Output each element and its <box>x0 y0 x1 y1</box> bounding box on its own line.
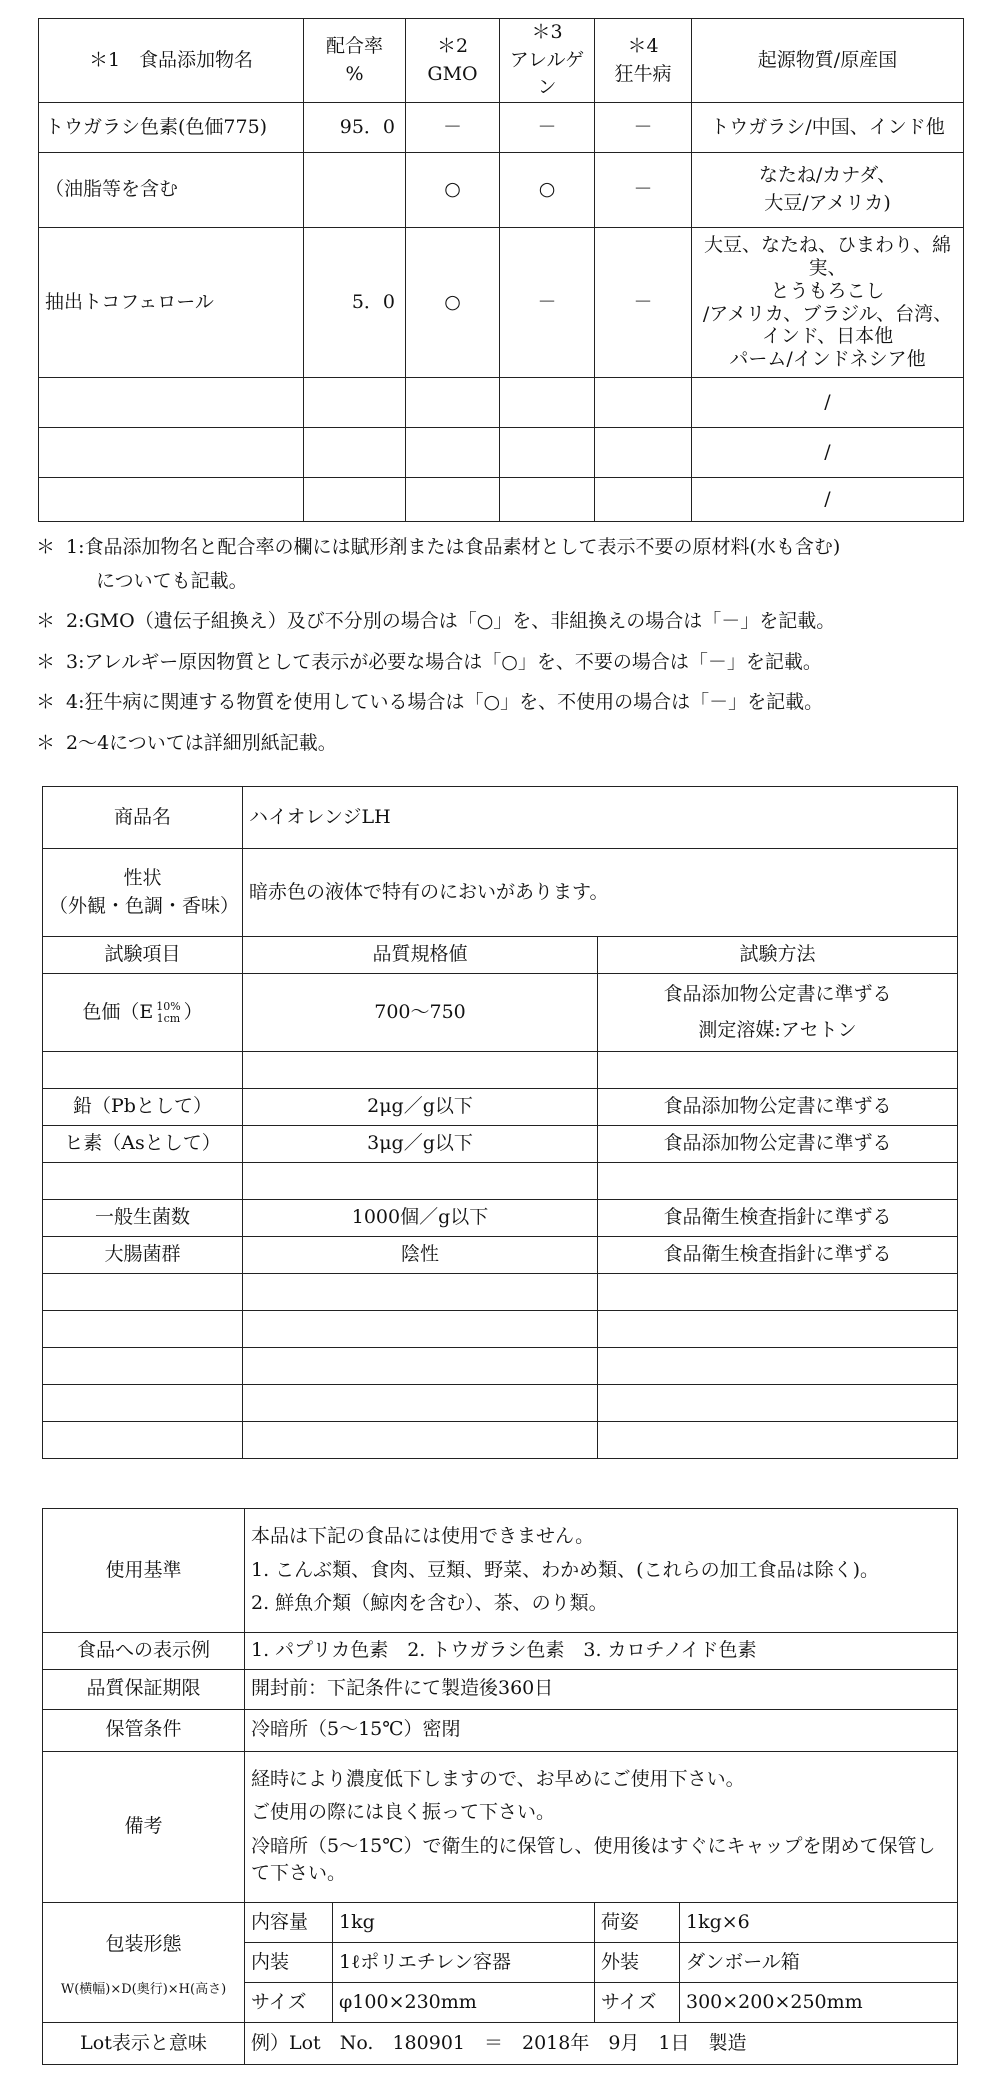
spec-standard: 3μg／g以下 <box>243 1126 598 1163</box>
usage-table <box>42 1508 958 2065</box>
storage-value: 冷暗所（5～15℃）密閉 <box>245 1709 958 1751</box>
additive-gmo <box>406 478 500 522</box>
spec-standard <box>243 1422 598 1459</box>
inner-value: 1ℓポリエチレン容器 <box>333 1942 595 1982</box>
inner-label: 内装 <box>245 1942 333 1982</box>
footnote-asterisk: ＊ <box>36 536 56 558</box>
spec-item <box>43 1348 243 1385</box>
additive-bse <box>595 428 692 478</box>
capacity-value: 1kg <box>333 1902 595 1942</box>
remarks-label: 備考 <box>43 1751 245 1902</box>
additive-row <box>39 378 964 428</box>
spec-item: 一般生菌数 <box>43 1200 243 1237</box>
packaging-label: 包装形態 W(横幅)×D(奥行)×H(高さ) <box>43 1902 245 2022</box>
spec-method <box>598 1311 958 1348</box>
spec-item: 鉛（Pbとして） <box>43 1089 243 1126</box>
lot-row <box>43 2022 958 2064</box>
spec-table <box>42 786 958 1459</box>
label-example-value: 1. パプリカ色素 2. トウガラシ色素 3. カロチノイド色素 <box>245 1632 958 1669</box>
additive-gmo: ○ <box>406 228 500 378</box>
additive-row <box>39 103 964 153</box>
additive-row <box>39 153 964 228</box>
packaging-row <box>43 1902 958 1942</box>
additive-ratio: 5．0 <box>304 228 406 378</box>
additive-bse: － <box>595 103 692 153</box>
additive-origin: / <box>692 378 964 428</box>
warranty-row <box>43 1669 958 1709</box>
remarks-value: 経時により濃度低下しますので、お早めにご使用下さい。 ご使用の際には良く振って下さい。 冷暗所（5～15℃）で衛生的に保管し、使用後はすぐにキャップを閉めて保管して下さい。 <box>245 1751 958 1902</box>
spec-standard <box>243 1274 598 1311</box>
additive-row <box>39 478 964 522</box>
additive-name <box>39 428 304 478</box>
outer-value: ダンボール箱 <box>680 1942 958 1982</box>
col-test-item: 試験項目 <box>43 937 243 974</box>
additive-name <box>39 378 304 428</box>
spec-row <box>43 1348 958 1385</box>
spec-row <box>43 1422 958 1459</box>
warranty-label: 品質保証期限 <box>43 1669 245 1709</box>
additive-name: （油脂等を含む <box>39 153 304 228</box>
properties-label: 性状 （外観・色調・香味） <box>43 849 243 937</box>
outer-label: 外装 <box>595 1942 680 1982</box>
col-standard: 品質規格値 <box>243 937 598 974</box>
additive-bse <box>595 478 692 522</box>
additive-name: 抽出トコフェロール <box>39 228 304 378</box>
spec-standard: 2μg／g以下 <box>243 1089 598 1126</box>
additive-origin: なたね/カナダ、 大豆/アメリカ) <box>692 153 964 228</box>
footnote-asterisk: ＊ <box>36 610 56 633</box>
spec-item <box>43 1163 243 1200</box>
spec-row <box>43 1052 958 1089</box>
spec-standard <box>243 1163 598 1200</box>
header-ratio: 配合率 % <box>304 19 406 103</box>
size-value: φ100×230mm <box>333 1982 595 2022</box>
additive-bse: － <box>595 228 692 378</box>
additive-allergen: － <box>500 228 595 378</box>
additive-row <box>39 428 964 478</box>
spec-method: 食品添加物公定書に準ずる <box>598 1089 958 1126</box>
footnotes <box>36 534 966 770</box>
spec-method <box>598 1052 958 1089</box>
additive-allergen: ○ <box>500 153 595 228</box>
spec-method <box>598 1163 958 1200</box>
label-example-label: 食品への表示例 <box>43 1632 245 1669</box>
spec-row <box>43 1385 958 1422</box>
footnote-continuation: についても記載。 <box>96 569 248 592</box>
storage-label: 保管条件 <box>43 1709 245 1751</box>
additive-row <box>39 228 964 378</box>
spec-method: 食品添加物公定書に準ずる <box>598 1126 958 1163</box>
additive-ratio <box>304 378 406 428</box>
spec-method <box>598 1385 958 1422</box>
additive-bse <box>595 378 692 428</box>
spec-standard <box>243 1052 598 1089</box>
additive-ratio <box>304 428 406 478</box>
spec-method: 食品衛生検査指針に準ずる <box>598 1237 958 1274</box>
spec-standard: 陰性 <box>243 1237 598 1274</box>
additive-gmo: － <box>406 103 500 153</box>
properties-row <box>43 849 958 937</box>
additive-bse: － <box>595 153 692 228</box>
additive-ratio <box>304 153 406 228</box>
spec-row <box>43 1089 958 1126</box>
spec-standard <box>243 1348 598 1385</box>
additive-gmo <box>406 378 500 428</box>
usage-standard-row <box>43 1509 958 1633</box>
size-label: サイズ <box>245 1982 333 2022</box>
footnote <box>36 608 966 636</box>
header-origin: 起源物質/原産国 <box>692 19 964 103</box>
footnote <box>36 689 966 717</box>
capacity-label: 内容量 <box>245 1902 333 1942</box>
packaging-dims-label: W(横幅)×D(奥行)×H(高さ) <box>60 1981 227 1997</box>
footnote-text: 1:食品添加物名と配合率の欄には賦形剤または食品素材として表示不要の原材料(水も含む) <box>66 536 841 558</box>
footnote-asterisk: ＊ <box>36 691 56 714</box>
additive-name <box>39 478 304 522</box>
warranty-value: 開封前：下記条件にて製造後360日 <box>245 1669 958 1709</box>
color-value-standard: 700～750 <box>243 974 598 1052</box>
product-name-row <box>43 787 958 849</box>
additive-origin: 大豆、なたね、ひまわり、綿実、 とうもろこし /アメリカ、ブラジル、台湾、 インド、日本他 パーム/インドネシア他 <box>692 228 964 378</box>
spec-method <box>598 1348 958 1385</box>
footnote-text: 3:アレルギー原因物質として表示が必要な場合は「○」を、不要の場合は「－」を記載。 <box>66 650 822 673</box>
additives-header-row <box>39 19 964 103</box>
additive-ratio <box>304 478 406 522</box>
footnote <box>36 730 966 758</box>
spec-standard <box>243 1385 598 1422</box>
additive-allergen <box>500 378 595 428</box>
spec-row <box>43 1311 958 1348</box>
lot-value: 例）Lot No. 180901 ＝ 2018年 9月 1日 製造 <box>245 2022 958 2064</box>
spec-item <box>43 1385 243 1422</box>
spec-item <box>43 1422 243 1459</box>
spec-method: 食品衛生検査指針に準ずる <box>598 1200 958 1237</box>
additive-allergen <box>500 478 595 522</box>
footnote <box>36 534 966 595</box>
storage-row <box>43 1709 958 1751</box>
spec-header-row <box>43 937 958 974</box>
spec-row <box>43 1200 958 1237</box>
footnote-asterisk: ＊ <box>36 731 56 754</box>
additive-origin: / <box>692 428 964 478</box>
spec-item: ヒ素（Asとして） <box>43 1126 243 1163</box>
product-name-label: 商品名 <box>43 787 243 849</box>
product-name-value: ハイオレンジLH <box>243 787 958 849</box>
footnote-text: 2:GMO（遺伝子組換え）及び不分別の場合は「○」を、非組換えの場合は「－」を記載。 <box>66 610 836 633</box>
header-bse: ＊4 狂牛病 <box>595 19 692 103</box>
usage-standard-value: 本品は下記の食品には使用できません。 1. こんぶ類、食肉、豆類、野菜、わかめ類、(これらの加工食品は除く)。 2. 鮮魚介類（鯨肉を含む）、茶、のり類。 <box>245 1509 958 1633</box>
spec-method <box>598 1274 958 1311</box>
header-gmo: ＊2 GMO <box>406 19 500 103</box>
additive-gmo: ○ <box>406 153 500 228</box>
additive-origin: トウガラシ/中国、インド他 <box>692 103 964 153</box>
lot-label: Lot表示と意味 <box>43 2022 245 2064</box>
spec-item <box>43 1311 243 1348</box>
footnote-asterisk: ＊ <box>36 650 56 673</box>
spec-row <box>43 1126 958 1163</box>
spec-row <box>43 1237 958 1274</box>
additives-table <box>38 18 964 522</box>
outer-size-label: サイズ <box>595 1982 680 2022</box>
color-value-row <box>43 974 958 1052</box>
additive-name: トウガラシ色素(色価775) <box>39 103 304 153</box>
spec-item: 大腸菌群 <box>43 1237 243 1274</box>
color-value-label: 色価（E 10% 1cm ） <box>43 974 243 1052</box>
footnote-text: 4:狂牛病に関連する物質を使用している場合は「○」を、不使用の場合は「－」を記載。 <box>66 691 824 714</box>
additive-ratio: 95．0 <box>304 103 406 153</box>
properties-value: 暗赤色の液体で特有のにおいがあります。 <box>243 849 958 937</box>
remarks-row <box>43 1751 958 1902</box>
footnote-text: 2～4については詳細別紙記載。 <box>66 731 337 754</box>
label-example-row <box>43 1632 958 1669</box>
additive-gmo <box>406 428 500 478</box>
col-method: 試験方法 <box>598 937 958 974</box>
additive-allergen: － <box>500 103 595 153</box>
spec-standard: 1000個／g以下 <box>243 1200 598 1237</box>
spec-row <box>43 1163 958 1200</box>
spec-standard <box>243 1311 598 1348</box>
color-unit-fraction: 10% 1cm <box>156 999 181 1025</box>
header-additive-name: ＊1 食品添加物名 <box>39 19 304 103</box>
additive-allergen <box>500 428 595 478</box>
shape-label: 荷姿 <box>595 1902 680 1942</box>
color-value-method: 食品添加物公定書に準ずる 測定溶媒:アセトン <box>598 974 958 1052</box>
header-allergen: ＊3 アレルゲン <box>500 19 595 103</box>
usage-standard-label: 使用基準 <box>43 1509 245 1633</box>
shape-value: 1kg×6 <box>680 1902 958 1942</box>
spec-row <box>43 1274 958 1311</box>
spec-method <box>598 1422 958 1459</box>
spec-item <box>43 1052 243 1089</box>
footnote <box>36 649 966 677</box>
additive-origin: / <box>692 478 964 522</box>
outer-size-value: 300×200×250mm <box>680 1982 958 2022</box>
spec-item <box>43 1274 243 1311</box>
